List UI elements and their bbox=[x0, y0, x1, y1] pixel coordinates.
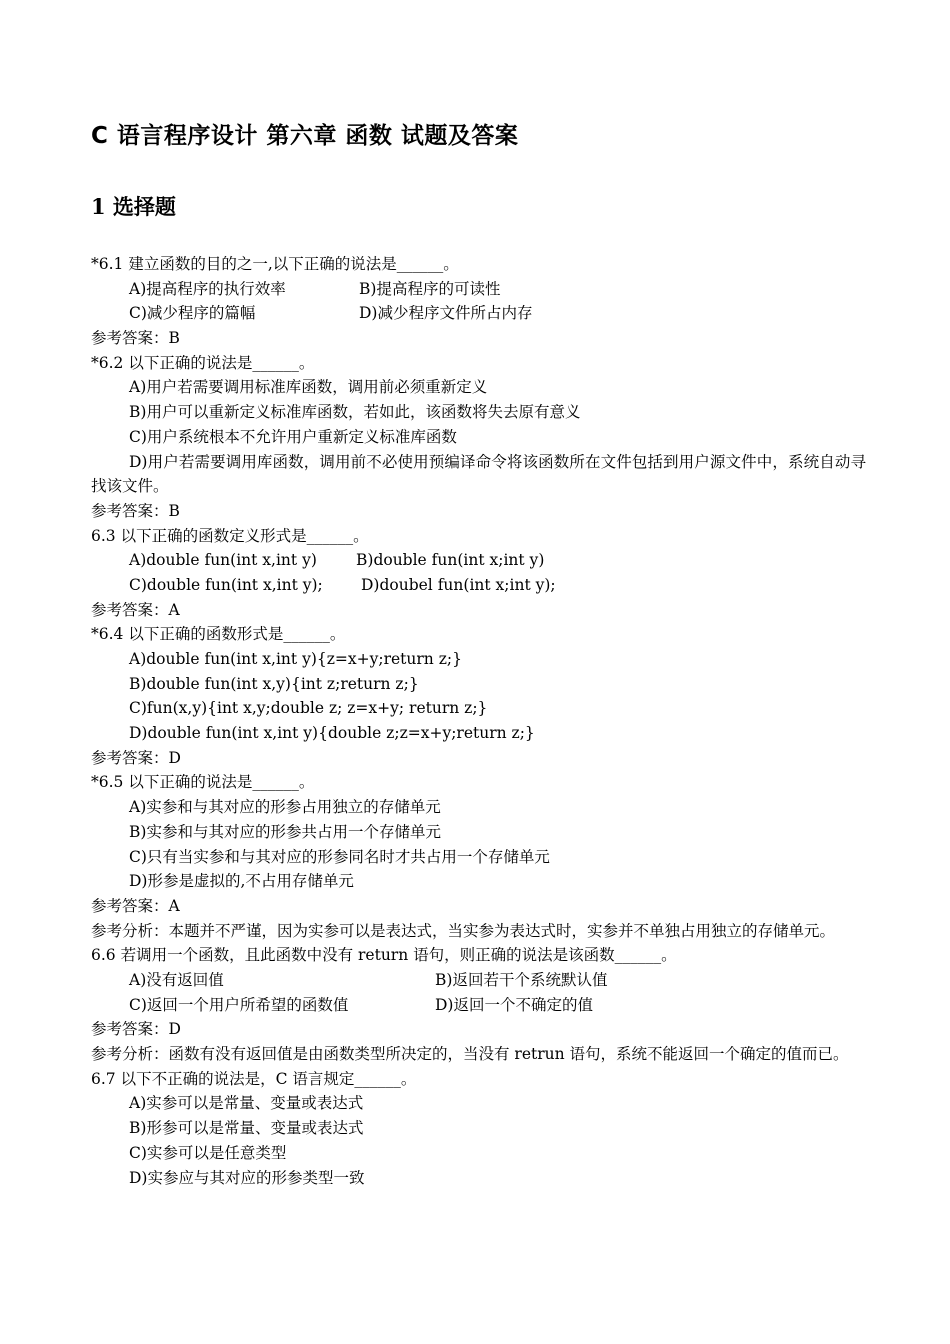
question-6-6 bbox=[91, 943, 866, 1066]
option-row bbox=[91, 993, 866, 1018]
analysis-text: 参考分析：函数有没有返回值是由函数类型所决定的，当没有 retrun 语句，系统不能返回一个确定的值而已。 bbox=[91, 1045, 849, 1064]
question-stem: *6.4 以下正确的函数形式是______。 bbox=[91, 625, 346, 644]
option-c: C)实参可以是任意类型 bbox=[129, 1143, 287, 1162]
option-a: A)没有返回值 bbox=[129, 970, 224, 989]
option-d: D)返回一个不确定的值 bbox=[435, 995, 593, 1014]
option-d: D)doubel fun(int x;int y); bbox=[361, 575, 556, 594]
option-b: B)double fun(int x,y){int z;return z;} bbox=[129, 674, 419, 693]
question-6-2 bbox=[91, 351, 866, 524]
option-d: D)减少程序文件所占内存 bbox=[359, 304, 533, 323]
option-b: B)返回若干个系统默认值 bbox=[435, 970, 608, 989]
option-a: A)double fun(int x,int y){z=x+y;return z;} bbox=[129, 650, 462, 669]
question-6-7 bbox=[91, 1067, 866, 1190]
option-row bbox=[91, 968, 866, 993]
option-a: A)实参和与其对应的形参占用独立的存储单元 bbox=[129, 798, 441, 817]
question-stem: *6.1 建立函数的目的之一,以下正确的说法是______。 bbox=[91, 255, 459, 273]
answer-line: 参考答案：D bbox=[91, 1020, 181, 1039]
question-6-5 bbox=[91, 770, 866, 943]
question-stem: *6.2 以下正确的说法是______。 bbox=[91, 353, 315, 372]
section-heading: 1 选择题 bbox=[91, 194, 176, 219]
option-a: A)用户若需要调用标准库函数，调用前必须重新定义 bbox=[129, 378, 488, 397]
option-row bbox=[91, 301, 866, 326]
option-b: B)形参可以是常量、变量或表达式 bbox=[129, 1119, 364, 1138]
question-6-1 bbox=[91, 252, 866, 351]
question-stem: 6.3 以下正确的函数定义形式是______。 bbox=[91, 526, 369, 545]
option-a: A)double fun(int x,int y) bbox=[129, 551, 317, 570]
answer-line: 参考答案：D bbox=[91, 748, 181, 767]
analysis-text: 参考分析：本题并不严谨，因为实参可以是表达式，当实参为表达式时，实参并不单独占用独立的存储单元。 bbox=[91, 921, 836, 940]
option-c: C)fun(x,y){int x,y;double z; z=x+y; return z;} bbox=[129, 699, 488, 718]
document-title: C 语言程序设计 第六章 函数 试题及答案 bbox=[91, 123, 519, 149]
option-c: C)返回一个用户所希望的函数值 bbox=[129, 995, 349, 1014]
option-row bbox=[91, 573, 866, 598]
option-c: C)用户系统根本不允许用户重新定义标准库函数 bbox=[129, 427, 457, 446]
answer-line: 参考答案：B bbox=[91, 501, 180, 520]
question-stem: 6.7 以下不正确的说法是，C 语言规定______。 bbox=[91, 1069, 417, 1088]
option-row bbox=[91, 277, 866, 302]
option-b: B)double fun(int x;int y) bbox=[356, 551, 545, 570]
option-d: D)用户若需要调用库函数，调用前不必使用预编译命令将该函数所在文件包括到用户源文件中，系统自动寻找该文件。 bbox=[91, 452, 866, 496]
option-a: A)提高程序的执行效率 bbox=[129, 279, 286, 298]
option-c: C)只有当实参和与其对应的形参同名时才共占用一个存储单元 bbox=[129, 847, 550, 866]
question-stem: *6.5 以下正确的说法是______。 bbox=[91, 773, 315, 792]
question-stem: 6.6 若调用一个函数，且此函数中没有 return 语句，则正确的说法是该函数______。 bbox=[91, 946, 677, 965]
question-6-4 bbox=[91, 622, 866, 770]
option-c: C)double fun(int x,int y); bbox=[129, 575, 323, 594]
option-b: B)提高程序的可读性 bbox=[359, 279, 501, 298]
option-row bbox=[91, 548, 866, 573]
option-d: D)实参应与其对应的形参类型一致 bbox=[129, 1168, 365, 1187]
option-b: B)用户可以重新定义标准库函数，若如此，该函数将失去原有意义 bbox=[129, 403, 581, 422]
option-d: D)double fun(int x,int y){double z;z=x+y;return z;} bbox=[129, 724, 535, 743]
answer-line: 参考答案：B bbox=[91, 329, 180, 348]
option-d: D)形参是虚拟的,不占用存储单元 bbox=[129, 872, 354, 891]
option-b: B)实参和与其对应的形参共占用一个存储单元 bbox=[129, 822, 441, 841]
answer-line: 参考答案：A bbox=[91, 600, 180, 619]
option-c: C)减少程序的篇幅 bbox=[129, 304, 256, 323]
answer-line: 参考答案：A bbox=[91, 896, 180, 915]
option-a: A)实参可以是常量、变量或表达式 bbox=[129, 1094, 364, 1113]
question-6-3 bbox=[91, 524, 866, 623]
question-list bbox=[91, 252, 866, 1190]
